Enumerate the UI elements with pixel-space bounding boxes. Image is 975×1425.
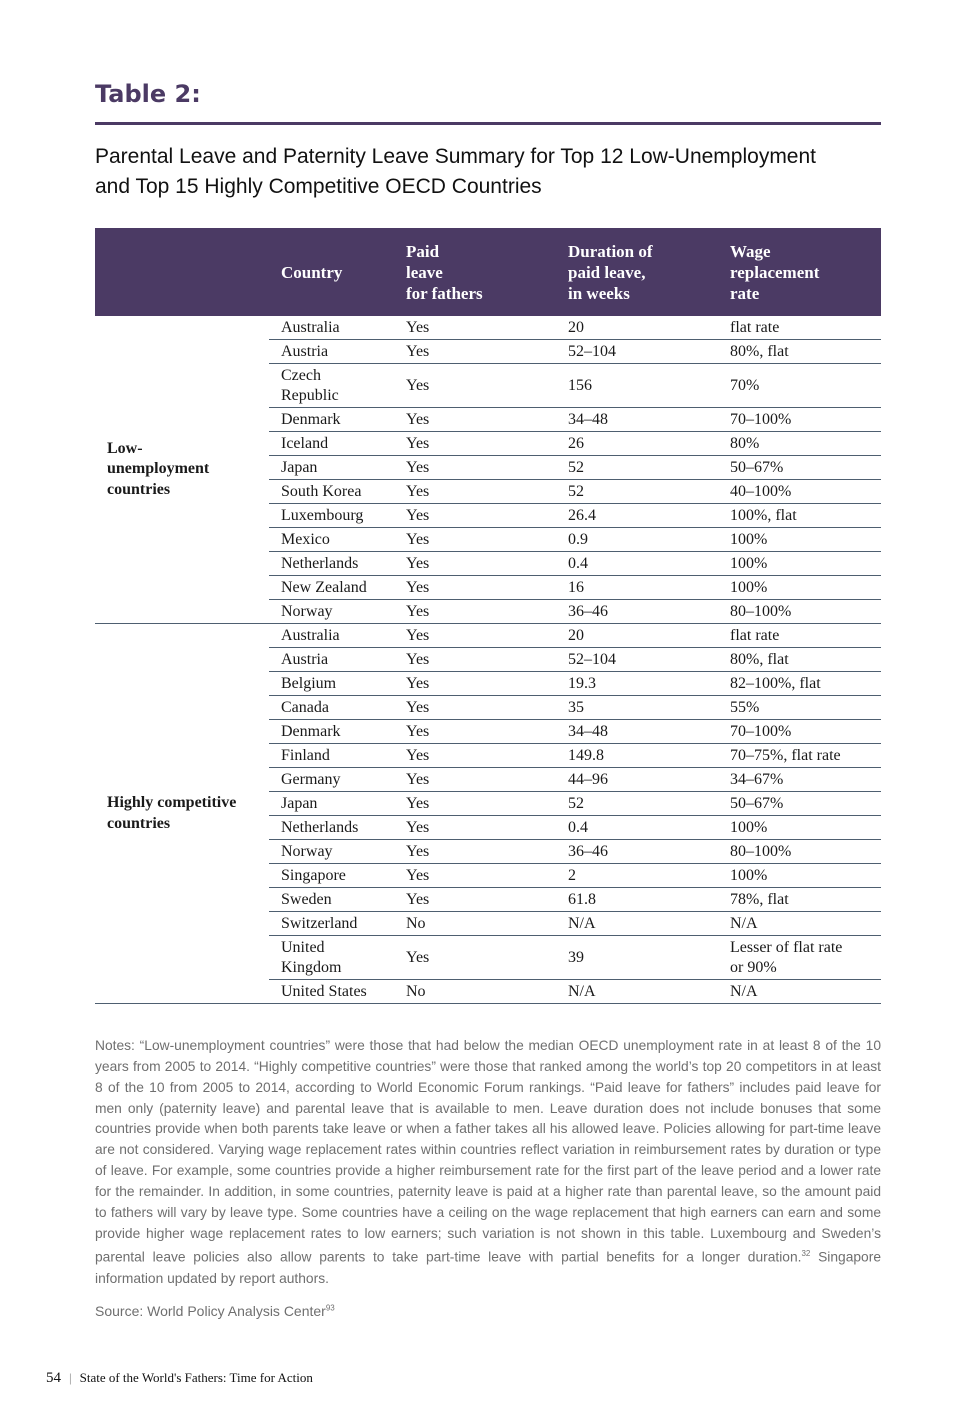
page-footer [46, 1370, 313, 1387]
paid-leave-cell: Yes [394, 340, 556, 364]
country-cell [269, 696, 394, 720]
cell-line: Japan [281, 794, 318, 812]
table-title-line: and Top 15 Highly Competitive OECD Countries [95, 175, 542, 198]
duration-cell: 149.8 [556, 744, 718, 768]
paid-leave-cell: Yes [394, 864, 556, 888]
paid-leave-cell: Yes [394, 624, 556, 648]
cell-line: 80–100% [730, 602, 792, 620]
paid-leave-cell: Yes [394, 744, 556, 768]
cell-line: Germany [281, 770, 341, 788]
wage-rate-cell [718, 576, 881, 600]
paid-leave-cell: Yes [394, 768, 556, 792]
cell-line: Kingdom [281, 958, 342, 976]
notes-tail: Singapore information updated by report authors. [95, 1250, 881, 1286]
cell-line: 100% [730, 530, 768, 548]
wage-rate-cell [718, 528, 881, 552]
cell-line: 40–100% [730, 482, 792, 500]
duration-cell: 39 [556, 936, 718, 980]
wage-rate-cell [718, 720, 881, 744]
wage-rate-cell [718, 504, 881, 528]
country-cell [269, 364, 394, 408]
wage-rate-cell [718, 552, 881, 576]
group-label [95, 316, 269, 624]
duration-cell: 35 [556, 696, 718, 720]
cell-line: 100% [730, 578, 768, 596]
cell-line: 50–67% [730, 794, 784, 812]
page-number: 54 [46, 1370, 61, 1386]
cell-line: Austria [281, 650, 329, 668]
source-reference: 93 [325, 1303, 335, 1313]
wage-rate-cell [718, 768, 881, 792]
duration-cell: 2 [556, 864, 718, 888]
table-body [95, 316, 881, 1004]
duration-cell: 19.3 [556, 672, 718, 696]
cell-line: Mexico [281, 530, 330, 548]
paid-leave-cell: Yes [394, 696, 556, 720]
source-line [95, 1303, 335, 1319]
cell-line: 70–75%, flat rate [730, 746, 841, 764]
cell-line: Norway [281, 602, 333, 620]
duration-cell: 52 [556, 480, 718, 504]
duration-cell: 0.4 [556, 816, 718, 840]
cell-line: 70–100% [730, 722, 792, 740]
group-label-line: countries [107, 814, 171, 832]
country-cell [269, 864, 394, 888]
duration-cell: 20 [556, 316, 718, 340]
country-cell [269, 744, 394, 768]
duration-cell: 36–46 [556, 600, 718, 624]
cell-line: Austria [281, 342, 329, 360]
paid-leave-cell: Yes [394, 672, 556, 696]
wage-rate-cell [718, 864, 881, 888]
source-text: Source: World Policy Analysis Center [95, 1303, 326, 1319]
duration-cell: 52 [556, 456, 718, 480]
duration-cell: 34–48 [556, 408, 718, 432]
country-cell [269, 792, 394, 816]
group-label-line: countries [107, 480, 171, 498]
country-cell [269, 936, 394, 980]
country-cell [269, 340, 394, 364]
group-label [95, 624, 269, 1004]
wage-rate-cell [718, 912, 881, 936]
cell-line: flat rate [730, 318, 780, 336]
paid-leave-cell: Yes [394, 552, 556, 576]
country-cell [269, 768, 394, 792]
group-label-line: Highly competitive [107, 794, 237, 811]
wage-rate-cell [718, 364, 881, 408]
leave-summary-table [95, 228, 881, 1004]
wage-rate-cell [718, 624, 881, 648]
table-notes [95, 1036, 881, 1290]
cell-line: or 90% [730, 958, 777, 976]
paid-leave-cell: Yes [394, 316, 556, 340]
cell-line: 50–67% [730, 458, 784, 476]
header-paid-leave: Paid leave for fathers [394, 228, 556, 316]
paid-leave-cell: Yes [394, 480, 556, 504]
paid-leave-cell: Yes [394, 648, 556, 672]
duration-cell: 26.4 [556, 504, 718, 528]
duration-cell: 156 [556, 364, 718, 408]
cell-line: Australia [281, 626, 340, 644]
cell-line: flat rate [730, 626, 780, 644]
paid-leave-cell: Yes [394, 600, 556, 624]
table-title-line: Parental Leave and Paternity Leave Summary for Top 12 Low-Unemployment [95, 145, 817, 168]
notes-reference: 32 [801, 1249, 811, 1259]
duration-cell: N/A [556, 980, 718, 1004]
country-cell [269, 888, 394, 912]
duration-cell: 36–46 [556, 840, 718, 864]
country-cell [269, 552, 394, 576]
table-label: Table 2: [95, 80, 201, 108]
cell-line: United [281, 938, 325, 956]
table-header-row [95, 228, 881, 316]
paid-leave-cell: Yes [394, 720, 556, 744]
paid-leave-cell: Yes [394, 504, 556, 528]
cell-line: Canada [281, 698, 329, 716]
cell-line: United States [281, 982, 367, 1000]
cell-line: Lesser of flat rate [730, 938, 843, 956]
cell-line: N/A [730, 914, 758, 932]
cell-line: 80%, flat [730, 650, 789, 668]
country-cell [269, 912, 394, 936]
cell-line: 82–100%, flat [730, 674, 821, 692]
table-row [95, 316, 881, 340]
cell-line: South Korea [281, 482, 362, 500]
paid-leave-cell: No [394, 912, 556, 936]
header-wage-rate: Wage replacement rate [718, 228, 881, 316]
wage-rate-cell [718, 340, 881, 364]
wage-rate-cell [718, 316, 881, 340]
wage-rate-cell [718, 744, 881, 768]
wage-rate-cell [718, 648, 881, 672]
header-group-blank [95, 228, 269, 316]
cell-line: Denmark [281, 722, 341, 740]
cell-line: Switzerland [281, 914, 358, 932]
cell-line: Iceland [281, 434, 329, 452]
wage-rate-cell [718, 456, 881, 480]
country-cell [269, 432, 394, 456]
country-cell [269, 316, 394, 340]
cell-line: 80% [730, 434, 760, 452]
cell-line: 70% [730, 376, 760, 394]
country-cell [269, 528, 394, 552]
cell-line: Denmark [281, 410, 341, 428]
country-cell [269, 408, 394, 432]
country-cell [269, 840, 394, 864]
cell-line: New Zealand [281, 578, 367, 596]
wage-rate-cell [718, 672, 881, 696]
cell-line: Sweden [281, 890, 332, 908]
country-cell [269, 980, 394, 1004]
cell-line: Republic [281, 386, 339, 404]
paid-leave-cell: Yes [394, 528, 556, 552]
country-cell [269, 600, 394, 624]
group-label-line: unemployment [107, 460, 210, 478]
cell-line: 100% [730, 554, 768, 572]
country-cell [269, 624, 394, 648]
paid-leave-cell: Yes [394, 888, 556, 912]
duration-cell: 52–104 [556, 340, 718, 364]
paid-leave-cell: Yes [394, 816, 556, 840]
paid-leave-cell: Yes [394, 364, 556, 408]
duration-cell: 61.8 [556, 888, 718, 912]
wage-rate-cell [718, 480, 881, 504]
paid-leave-cell: No [394, 980, 556, 1004]
wage-rate-cell [718, 888, 881, 912]
paid-leave-cell: Yes [394, 792, 556, 816]
cell-line: Belgium [281, 674, 337, 692]
country-cell [269, 720, 394, 744]
cell-line: 100% [730, 818, 768, 836]
wage-rate-cell [718, 792, 881, 816]
country-cell [269, 648, 394, 672]
table-row [95, 624, 881, 648]
duration-cell: 44–96 [556, 768, 718, 792]
cell-line: Finland [281, 746, 330, 764]
wage-rate-cell [718, 936, 881, 980]
wage-rate-cell [718, 600, 881, 624]
cell-line: 80–100% [730, 842, 792, 860]
wage-rate-cell [718, 980, 881, 1004]
duration-cell: 34–48 [556, 720, 718, 744]
duration-cell: 20 [556, 624, 718, 648]
duration-cell: 0.9 [556, 528, 718, 552]
paid-leave-cell: Yes [394, 936, 556, 980]
cell-line: Australia [281, 318, 340, 336]
wage-rate-cell [718, 696, 881, 720]
table-title [95, 142, 881, 202]
cell-line: Norway [281, 842, 333, 860]
cell-line: Singapore [281, 866, 346, 884]
publication-title: State of the World's Fathers: Time for Action [79, 1370, 313, 1385]
group-label-line: Low- [107, 439, 143, 457]
paid-leave-cell: Yes [394, 408, 556, 432]
country-cell [269, 456, 394, 480]
paid-leave-cell: Yes [394, 456, 556, 480]
country-cell [269, 816, 394, 840]
duration-cell: 52 [556, 792, 718, 816]
footer-separator: | [69, 1370, 72, 1385]
wage-rate-cell [718, 816, 881, 840]
duration-cell: 16 [556, 576, 718, 600]
cell-line: 100%, flat [730, 506, 797, 524]
country-cell [269, 480, 394, 504]
cell-line: 80%, flat [730, 342, 789, 360]
wage-rate-cell [718, 840, 881, 864]
cell-line: 100% [730, 866, 768, 884]
country-cell [269, 576, 394, 600]
cell-line: Czech [281, 366, 321, 384]
duration-cell: 0.4 [556, 552, 718, 576]
cell-line: Luxembourg [281, 506, 364, 524]
paid-leave-cell: Yes [394, 432, 556, 456]
header-duration: Duration of paid leave, in weeks [556, 228, 718, 316]
cell-line: 55% [730, 698, 760, 716]
header-country: Country [269, 228, 394, 316]
cell-line: 78%, flat [730, 890, 789, 908]
paid-leave-cell: Yes [394, 840, 556, 864]
country-cell [269, 672, 394, 696]
wage-rate-cell [718, 432, 881, 456]
cell-line: Netherlands [281, 554, 359, 572]
cell-line: 34–67% [730, 770, 784, 788]
duration-cell: N/A [556, 912, 718, 936]
duration-cell: 26 [556, 432, 718, 456]
cell-line: 70–100% [730, 410, 792, 428]
wage-rate-cell [718, 408, 881, 432]
paid-leave-cell: Yes [394, 576, 556, 600]
cell-line: Japan [281, 458, 318, 476]
notes-text: Notes: “Low-unemployment countries” were those that had below the median OECD unemployment rate in at least 8 of the 10 years from 2005 to 2014. “Highly competitive countries” were those that ranked among the world’s top 20 competitors in at least 8 of the 10 from 2005 to 2014, according to World Economic Forum rankings. “Paid leave for fathers” includes paid leave for men only (paternity leave) and parental leave that is available to men. Leave duration does not include bonuses that some countries provide when both parents take leave or when a father takes all his allowed leave. Policies allowing for part-time leave are not considered. Varying wage replacement rates within countries reflect variation in reimbursement rates by duration or type of leave. For example, some countries provide a higher reimbursement rate for the first part of the leave period and a lower rate for the remainder. In addition, in some countries, paternity leave is paid at a higher rate than parental leave, so the amount paid to fathers will vary by leave type. Some countries have a ceiling on the wage replacement that high earners can earn and some provide higher wage replacement rates to low earners; such variation is not shown in this table. Luxembourg and Sweden’s parental leave policies also allow parents to take part-time leave with partial benefits for a longer duration. [95, 1038, 881, 1266]
duration-cell: 52–104 [556, 648, 718, 672]
cell-line: Netherlands [281, 818, 359, 836]
title-rule [95, 122, 881, 125]
country-cell [269, 504, 394, 528]
cell-line: N/A [730, 982, 758, 1000]
